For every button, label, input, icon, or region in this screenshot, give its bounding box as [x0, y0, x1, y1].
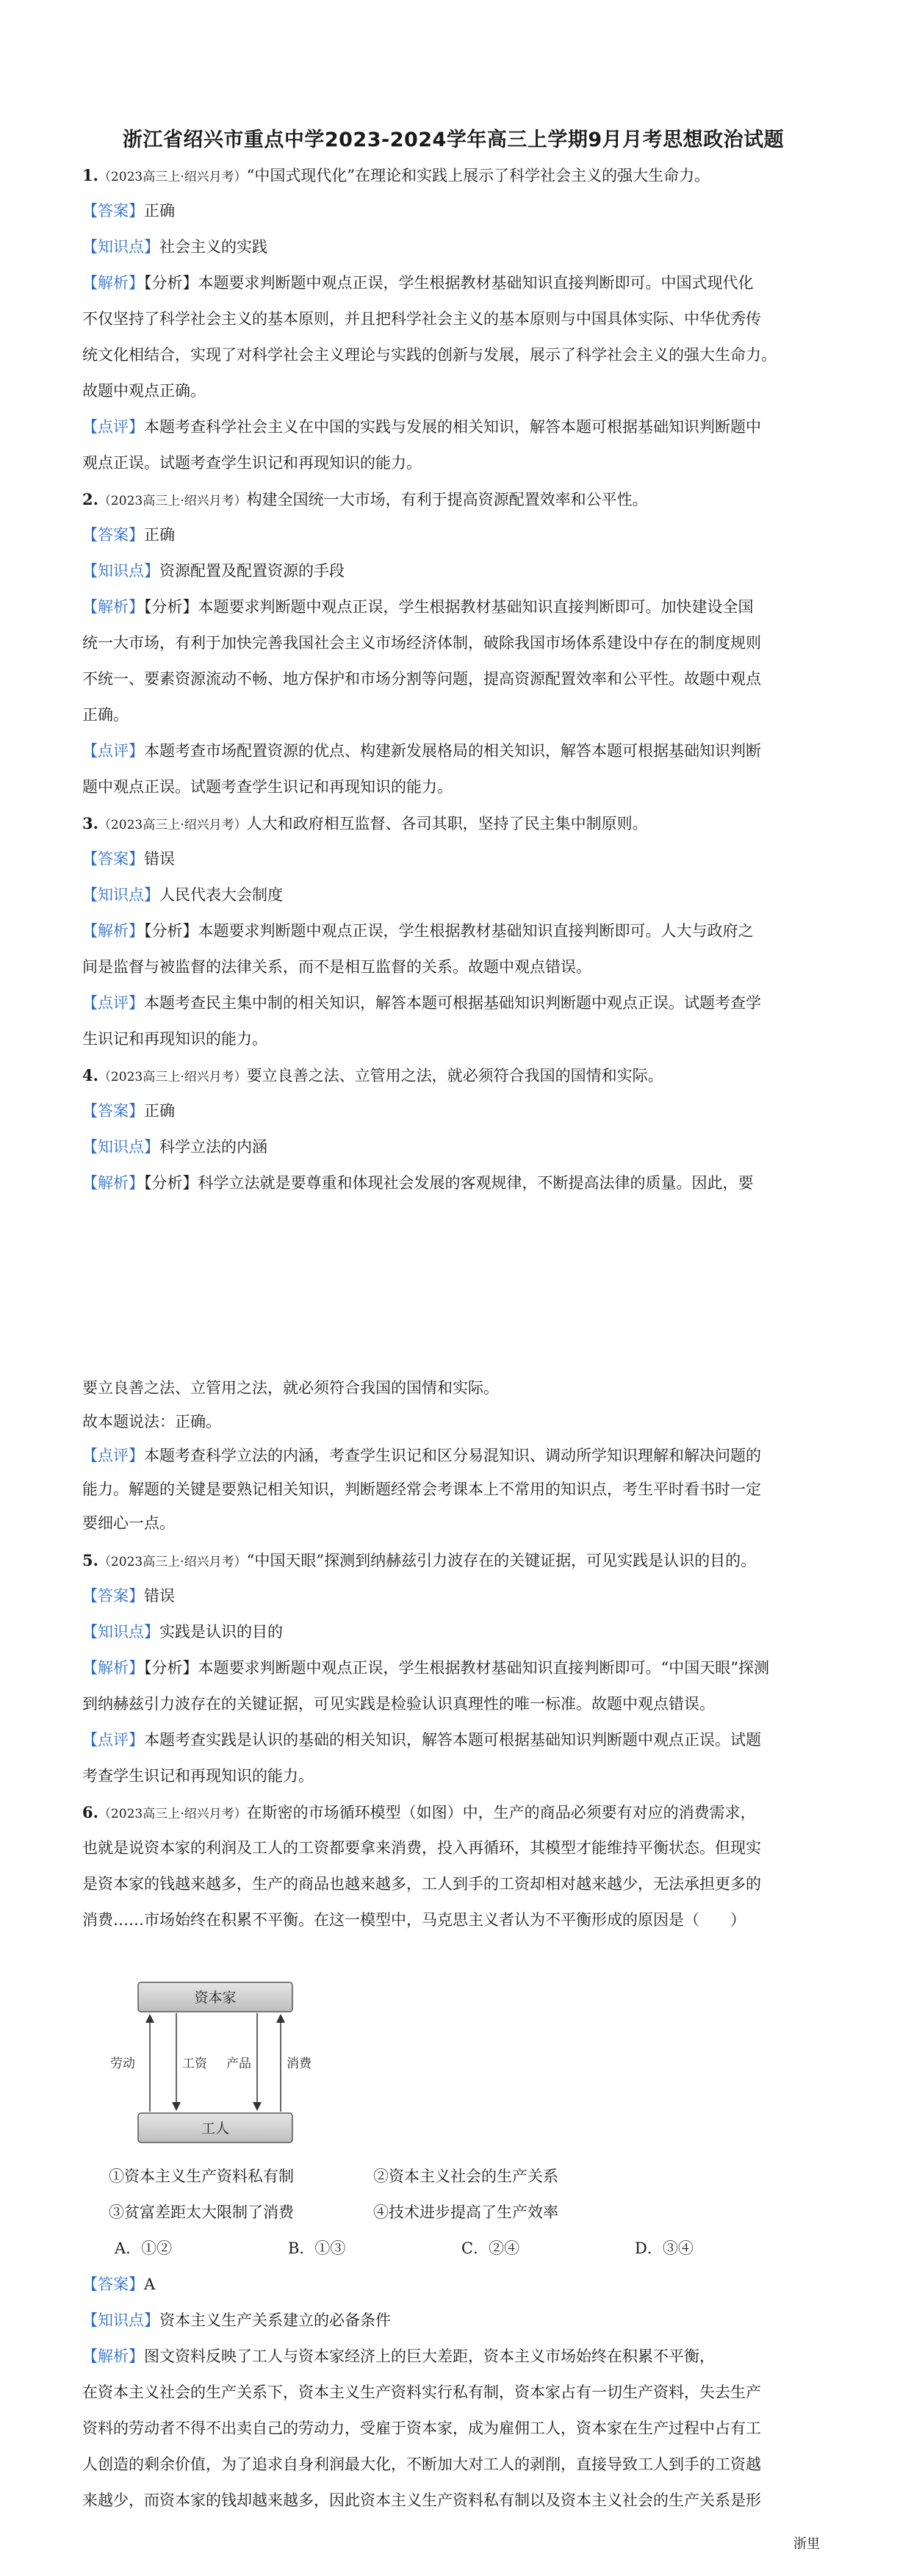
analysis-line: 【解析】【分析】本题要求判断题中观点正误，学生根据教材基础知识直接判断即可。“中国天眼”探测 — [82, 1659, 769, 1677]
analysis-line: 统一大市场，有利于加快完善我国社会主义市场经济体制，破除我国市场体系建设中存在的制度规则 — [82, 634, 761, 652]
analysis-line: 资料的劳动者不得不出卖自己的劳动力，受雇于资本家，成为雇佣工人，资本家在生产过程中占有工 — [82, 2420, 761, 2437]
comment-line: 【点评】本题考查民主集中制的相关知识，解答本题可根据基础知识判断题中观点正误。试题考查学 — [82, 994, 761, 1012]
product-label: 产品 — [226, 2057, 251, 2071]
comment-line: 要细心一点。 — [82, 1514, 175, 1532]
knowledge-point-line: 【知识点】科学立法的内涵 — [82, 1138, 267, 1156]
question-stem: 5.（2023高三上·绍兴月考）“中国天眼”探测到纳赫兹引力波存在的关键证据，可见实践是认识的目的。 — [82, 1551, 757, 1569]
choice-b: B．①③ — [288, 2239, 346, 2257]
comment-line: 能力。解题的关键是要熟记相关知识，判断题经常会考课本上不常用的知识点，考生平时看书时一定 — [82, 1481, 761, 1498]
capitalist-label: 资本家 — [194, 1990, 237, 2006]
knowledge-point-line: 【知识点】社会主义的实践 — [82, 238, 267, 256]
question-4-continued — [82, 1371, 824, 1540]
answer-value: 错误 — [144, 1587, 175, 1605]
analysis-line: 在资本主义社会的生产关系下，资本主义生产资料实行私有制，资本家占有一切生产资料，失去生产 — [82, 2383, 761, 2401]
comment-line: 【点评】本题考查实践是认识的基础的相关知识，解答本题可根据基础知识判断题中观点正误。试题 — [82, 1731, 761, 1749]
question-stem-line: 消费……市场始终在积累不平衡。在这一模型中，马克思主义者认为不平衡形成的原因是（ ） — [82, 1911, 746, 1929]
comment-line: 【点评】本题考查市场配置资源的优点、构建新发展格局的相关知识，解答本题可根据基础知识判断 — [82, 742, 761, 760]
knowledge-point-line: 【知识点】资源配置及配置资源的手段 — [82, 562, 345, 580]
answer-value: 正确 — [144, 526, 175, 544]
knowledge-point-line: 【知识点】实践是认识的目的 — [82, 1623, 283, 1641]
choice-d: D．③④ — [635, 2239, 694, 2257]
answer-line: 【答案】A — [82, 2275, 156, 2293]
analysis-line: 正确。 — [82, 706, 129, 724]
question-5 — [82, 1542, 824, 1794]
question-stem: 3.（2023高三上·绍兴月考）人大和政府相互监督、各司其职，坚持了民主集中制原则。 — [82, 814, 648, 832]
answer-line: 【答案】正确 — [82, 202, 175, 220]
analysis-line: 【解析】【分析】本题要求判断题中观点正误，学生根据教材基础知识直接判断即可。中国式现代化 — [82, 274, 754, 292]
question-1 — [82, 157, 824, 481]
question-2 — [82, 481, 824, 805]
analysis-line: 【解析】【分析】科学立法就是要尊重和体现社会发展的客观规律，不断提高法律的质量。因此，要 — [82, 1174, 754, 1192]
question-6-answer — [82, 2267, 824, 2519]
question-stem: 6.（2023高三上·绍兴月考）在斯密的市场循环模型（如图）中，生产的商品必须要有对应的消费需求， — [82, 1803, 756, 1821]
market-cycle-diagram — [109, 1978, 322, 2148]
analysis-line: 到纳赫兹引力波存在的关键证据，可见实践是检验认识真理性的唯一标准。故题中观点错误。 — [82, 1695, 715, 1713]
option-4: ④技术进步提高了生产效率 — [373, 2203, 558, 2221]
question-6 — [82, 1794, 824, 1938]
analysis-line: 不仅坚持了科学社会主义的基本原则，并且把科学社会主义的基本原则与中国具体实际、中华优秀传 — [82, 310, 761, 328]
answer-value: 正确 — [144, 1102, 175, 1120]
analysis-line: 故本题说法：正确。 — [82, 1413, 221, 1431]
comment-line: 【点评】本题考查科学立法的内涵，考查学生识记和区分易混知识、调动所学知识理解和解决问题的 — [82, 1447, 761, 1464]
answer-line: 【答案】正确 — [82, 526, 175, 544]
analysis-line: 【解析】【分析】本题要求判断题中观点正误，学生根据教材基础知识直接判断即可。人大与政府之 — [82, 922, 754, 940]
analysis-line: 统文化相结合，实现了对科学社会主义理论与实践的创新与发展，展示了科学社会主义的强大生命力。 — [82, 346, 777, 364]
choice-c: C．②④ — [461, 2239, 520, 2257]
analysis-line: 不统一、要素资源流动不畅、地方保护和市场分割等问题，提高资源配置效率和公平性。故题中观点 — [82, 670, 761, 688]
knowledge-point-line: 【知识点】人民代表大会制度 — [82, 886, 283, 904]
option-2: ②资本主义社会的生产关系 — [373, 2167, 558, 2185]
comment-line: 题中观点正误。试题考查学生识记和再现知识的能力。 — [82, 778, 453, 796]
analysis-line: 【解析】图文资料反映了工人与资本家经济上的巨大差距，资本主义市场始终在积累不平衡， — [82, 2347, 715, 2365]
labor-label: 劳动 — [110, 2057, 135, 2071]
answer-line: 【答案】错误 — [82, 1587, 175, 1605]
comment-line: 【点评】本题考查科学社会主义在中国的实践与发展的相关知识，解答本题可根据基础知识判断题中 — [82, 418, 761, 436]
analysis-line: 人创造的剩余价值，为了追求自身利润最大化，不断加大对工人的剥削，直接导致工人到手的工资越 — [82, 2456, 761, 2473]
answer-value: 错误 — [144, 850, 175, 868]
comment-line: 考查学生识记和再现知识的能力。 — [82, 1767, 314, 1785]
analysis-line: 要立良善之法、立管用之法，就必须符合我国的国情和实际。 — [82, 1379, 499, 1397]
answer-line: 【答案】错误 — [82, 850, 175, 868]
analysis-line: 来越少，而资本家的钱却越来越多，因此资本主义生产资料私有制以及资本主义社会的生产关系是形 — [82, 2492, 761, 2509]
question-3 — [82, 805, 824, 1057]
choice-a: A．①② — [115, 2239, 173, 2257]
question-stem: 1.（2023高三上·绍兴月考）“中国式现代化”在理论和实践上展示了科学社会主义的强大生命力。 — [82, 166, 710, 184]
worker-label: 工人 — [201, 2120, 230, 2137]
answer-line: 【答案】正确 — [82, 1102, 175, 1120]
consumption-label: 消费 — [287, 2057, 312, 2071]
analysis-line: 【解析】【分析】本题要求判断题中观点正误，学生根据教材基础知识直接判断即可。加快建设全国 — [82, 598, 754, 616]
question-stem-line: 也就是说资本家的利润及工人的工资都要拿来消费，投入再循环，其模型才能维持平衡状态。但现实 — [82, 1839, 761, 1857]
option-1: ①资本主义生产资料私有制 — [109, 2167, 294, 2185]
knowledge-point-line: 【知识点】资本主义生产关系建立的必备条件 — [82, 2311, 391, 2329]
comment-line: 生识记和再现知识的能力。 — [82, 1030, 267, 1048]
option-3: ③贫富差距太大限制了消费 — [109, 2203, 294, 2221]
page-footer: 浙里 — [793, 2536, 820, 2552]
question-stem: 2.（2023高三上·绍兴月考）构建全国统一大市场，有利于提高资源配置效率和公平性。 — [82, 490, 648, 508]
wage-label: 工资 — [182, 2057, 207, 2071]
page-title: 浙江省绍兴市重点中学2023-2024学年高三上学期9月月考思想政治试题 — [122, 129, 785, 151]
question-stem: 4.（2023高三上·绍兴月考）要立良善之法、立管用之法，就必须符合我国的国情和实际。 — [82, 1066, 663, 1084]
comment-line: 观点正误。试题考查学生识记和再现知识的能力。 — [82, 454, 422, 472]
analysis-line: 故题中观点正确。 — [82, 382, 206, 400]
answer-value: A — [144, 2275, 156, 2293]
answer-value: 正确 — [144, 202, 175, 220]
analysis-line: 间是监督与被监督的法律关系，而不是相互监督的关系。故题中观点错误。 — [82, 958, 591, 976]
question-4 — [82, 1057, 824, 1201]
question-stem-line: 是资本家的钱越来越多，生产的商品也越来越多，工人到手的工资却相对越来越少，无法承担更多的 — [82, 1875, 761, 1893]
